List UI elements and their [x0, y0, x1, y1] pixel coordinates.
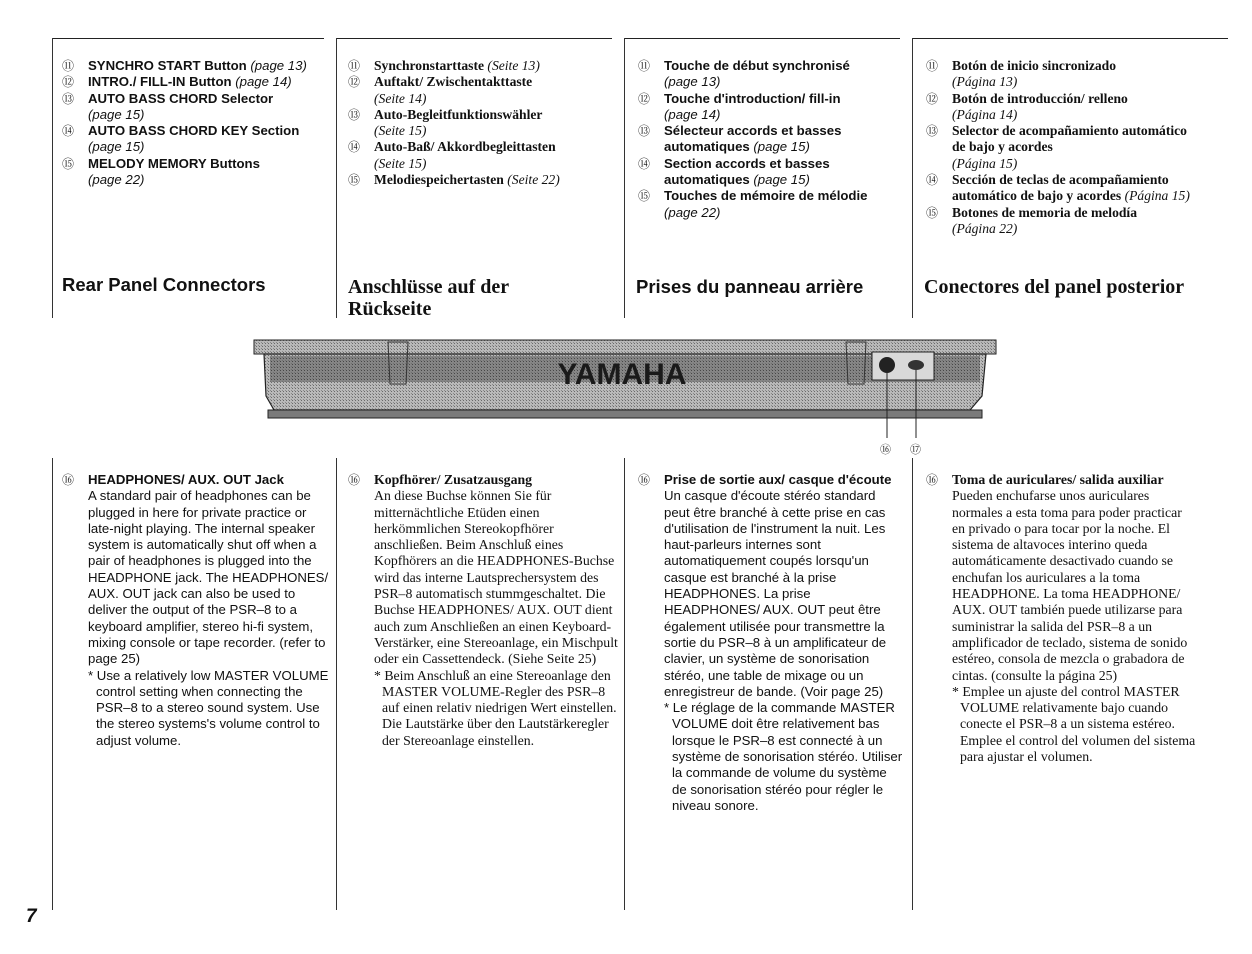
jack-text: Un casque d'écoute stéréo standard peut être branché à cette prise en cas d'utilisation de l'instrument la nuit. Les haut-parleurs internes sont automatiquement coupés lorsqu'un casque est branché à la prise HEADPHONES. La prise HEADPHONES/ AUX. OUT peut être également utilisée pour transmettre la sortie du PSR–8 à un amplificateur de clavier, un système de sonorisation stéréo, une table de mixage ou un enregistreur de bande. (Voir page 25) [664, 488, 887, 699]
column-de-items [348, 58, 614, 188]
column-divider [52, 458, 53, 910]
top-rule-es [912, 38, 1228, 39]
item-number: ⑭ [638, 156, 651, 171]
item-number: ⑪ [348, 59, 361, 73]
item-number: ⑯ [638, 473, 651, 487]
item-number: ⑭ [926, 173, 939, 188]
item-number: ⑯ [348, 473, 361, 487]
list-item: ⑮ Melodiespeichertasten (Seite 22) [348, 172, 560, 188]
item-number: ⑯ [926, 473, 939, 487]
top-rule-en [52, 38, 324, 39]
page-number: 7 [26, 906, 37, 927]
jack-note: * Beim Anschluß an eine Stereoanlage den MASTER VOLUME-Regler des PSR–8 auf einen relativ niedrigen Wert einstellen. Die Lautstärke über den Lautstärkeregler der Stereoanlage einstellen. [374, 667, 617, 748]
brand-logo: YAMAHA [557, 358, 687, 391]
callout-number: ⑰ [910, 444, 921, 456]
column-divider [52, 38, 53, 318]
item-number: ⑫ [926, 91, 939, 106]
column-divider [912, 38, 913, 318]
jack-description-de [348, 472, 620, 749]
jack-title: Prise de sortie aux/ casque d'écoute [664, 472, 892, 487]
item-number: ⑯ [62, 473, 75, 487]
item-number: ⑮ [926, 205, 939, 220]
column-divider [336, 38, 337, 318]
item-number: ⑬ [638, 124, 651, 139]
list-item: ⑭ AUTO BASS CHORD KEY Section (page 15) [62, 123, 300, 155]
item-number: ⑫ [638, 91, 651, 106]
column-en-items [62, 58, 330, 188]
list-item: ⑪ Touche de début synchronisé (page 13) [638, 58, 850, 90]
column-divider [624, 38, 625, 318]
list-item: ⑬ Sélecteur accords et basses automatiques (page 15) [638, 123, 842, 155]
list-item: ⑫ Auftakt/ Zwischentakttaste (Seite 14) [348, 74, 533, 106]
list-item: ⑪ SYNCHRO START Button (page 13) [62, 58, 307, 73]
jack-note: * Emplee un ajuste del control MASTER VOLUME relativamente bajo cuando conecte el PSR–8 a un sistema estéreo. Emplee el control del volumen del sistema para ajustar el volumen. [952, 683, 1196, 765]
top-rule-de [336, 38, 612, 39]
jack-note: * Le réglage de la commande MASTER VOLUME doit être relativement bas lorsque le PSR–8 est connecté à un système de sonorisation stéréo. Utiliser la commande de volume du système de sonorisation stéréo pour régler le niveau sonore. [664, 700, 903, 813]
item-number: ⑪ [926, 59, 939, 73]
item-number: ⑪ [638, 59, 651, 73]
jack-text: A standard pair of headphones can be plugged in here for private practice or late-night playing. The internal speaker system is automatically shut off when a pair of headphones is plugged into the HEADPHONE jack. The HEADPHONES/ AUX. OUT jack can also be used to deliver the output of the PSR–8 to a keyboard amplifier, stereo hi-fi system, mixing console or tape recorder. (refer to page 25) [88, 488, 329, 667]
item-number: ⑮ [638, 189, 651, 204]
callout-number: ⑯ [880, 444, 891, 456]
list-item: ⑮ Touches de mémoire de mélodie (page 22) [638, 188, 868, 220]
rear-panel-illustration [250, 334, 1000, 458]
list-item: ⑪ Botón de inicio sincronizado (Página 13) [926, 58, 1117, 90]
section-heading-fr: Prises du panneau arrière [636, 276, 864, 297]
item-number: ⑮ [62, 156, 75, 171]
item-number: ⑪ [62, 59, 75, 73]
column-divider [624, 458, 625, 910]
list-item: ⑭ Section accords et basses automatiques (page 15) [638, 155, 830, 188]
item-number: ⑫ [62, 75, 75, 90]
section-heading-en: Rear Panel Connectors [62, 274, 266, 295]
column-fr-items [638, 58, 900, 221]
list-item: ⑮ MELODY MEMORY Buttons (page 22) [62, 155, 260, 188]
list-item: ⑫ Touche d'introduction/ fill-in (page 14) [638, 90, 841, 122]
top-rule-fr [624, 38, 900, 39]
list-item: ⑪ Synchronstarttaste (Seite 13) [348, 58, 540, 73]
list-item: ⑬ AUTO BASS CHORD Selector (page 15) [62, 90, 274, 122]
jack-note: * Use a relatively low MASTER VOLUME control setting when connecting the PSR–8 to a stereo sound system. Use the stereo systems's volume control to adjust volume. [88, 667, 329, 748]
section-heading-es: Conectores del panel posterior [924, 276, 1185, 298]
item-number: ⑮ [348, 173, 361, 188]
dc-in-jack-icon [908, 360, 924, 370]
list-item: ⑭ Auto-Baß/ Akkordbegleittasten (Seite 15) [348, 139, 556, 171]
list-item: ⑫ INTRO./ FILL-IN Button (page 14) [62, 74, 292, 90]
list-item: ⑬ Selector de acompañamiento automático de bajo y acordes (Página 15) [926, 123, 1187, 171]
jack-title: Kopfhörer/ Zusatzausgang [374, 472, 533, 487]
list-item: ⑭ Sección de teclas de acompañamiento automático de bajo y acordes (Página 15) [926, 172, 1190, 204]
headphones-jack-icon [879, 357, 895, 373]
jack-title: HEADPHONES/ AUX. OUT Jack [88, 472, 284, 487]
list-item: ⑬ Auto-Begleitfunktionswähler (Seite 15) [348, 106, 543, 139]
item-number: ⑬ [348, 107, 361, 122]
item-number: ⑭ [348, 140, 361, 155]
column-divider [336, 458, 337, 910]
jack-description-en [62, 472, 332, 749]
item-number: ⑭ [62, 124, 75, 139]
jack-text: Pueden enchufarse unos auriculares normales a esta toma para poder practicar en privado o para tocar por la noche. El sistema de altavoces interino queda automáticamente desactivado cuando se enchufan los auriculares a la toma HEADPHONE. La toma HEADPHONE/ AUX. OUT también puede utilizarse para suministrar la salida del PSR–8 a un amplificador de teclado, sistema de sonido estéreo, consola de mezcla o grabadora de cintas. (consulte la página 25) [952, 488, 1188, 683]
panel-bottom [268, 410, 982, 418]
item-number: ⑬ [62, 91, 75, 106]
list-item: ⑮ Botones de memoria de melodía (Página 22) [926, 204, 1138, 236]
item-number: ⑫ [348, 75, 361, 90]
jack-description-fr [638, 472, 904, 814]
jack-text: An diese Buchse können Sie für mitternächtliche Etüden einen herkömmlichen Stereokopfhörer anschließen. Beim Anschluß eines Kopfhörers an die HEADPHONES-Buchse wird das interne Lautsprechersystem des PSR–8 automatisch stummgeschaltet. Die Buchse HEADPHONES/ AUX. OUT dient auch zum Anschließen an einen Keyboard-Verstärker, eine Stereoanlage, ein Mischpult oder ein Cassettendeck. (Siehe Seite 25) [374, 488, 618, 667]
jack-title: Toma de auriculares/ salida auxiliar [952, 472, 1164, 487]
column-es-items [926, 58, 1196, 237]
section-heading-de: Anschlüsse auf der Rückseite [348, 276, 509, 320]
list-item: ⑫ Botón de introducción/ relleno (Página 14) [926, 90, 1128, 122]
column-divider [912, 458, 913, 910]
jack-description-es [926, 472, 1196, 765]
item-number: ⑬ [926, 124, 939, 139]
